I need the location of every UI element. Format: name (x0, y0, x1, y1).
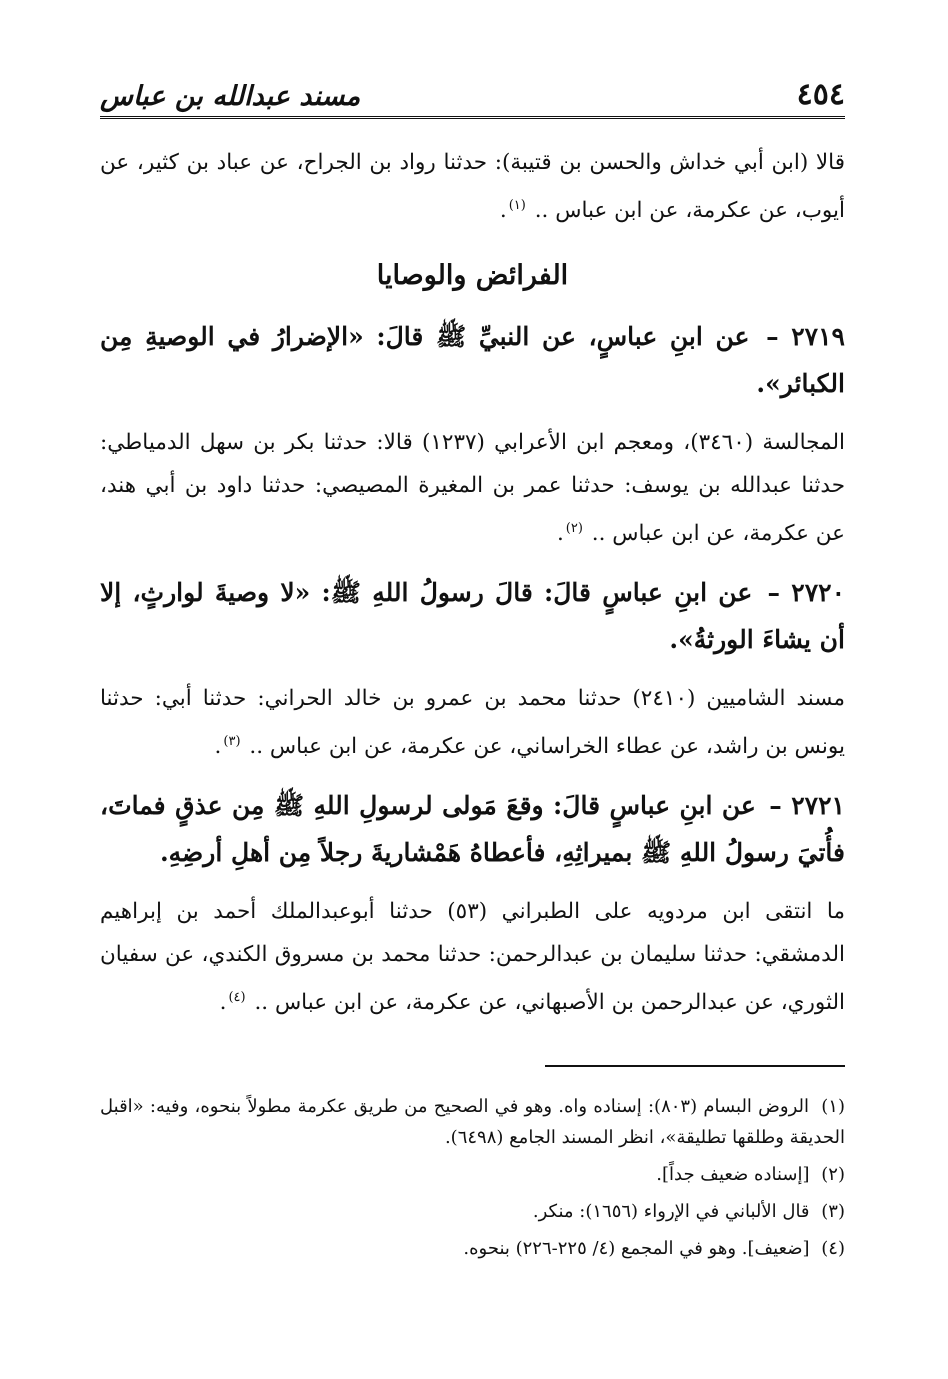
book-page (100, 70, 845, 1270)
hadith-body: عن ابنِ عباسٍ قالَ: قالَ رسولُ اللهِ ﷺ: «لا وصيةَ لوارثٍ، إلا أن يشاءَ الورثةُ». (100, 578, 845, 655)
footnote-text: قال الألباني في الإرواء (١٦٥٦): منكر. (532, 1200, 810, 1222)
book-title: مسند عبدالله بن عباس (100, 81, 361, 112)
source-text: المجالسة (٣٤٦٠)، ومعجم ابن الأعرابي (١٢٣٧) قالا: حدثنا بكر بن سهل الدمياطي: حدثنا عبدالله بن يوسف: حدثنا عمر بن المغيرة المصيصي: حدثنا داود بن أبي هند، عن عكرمة، عن ابن عباس .. (100, 430, 845, 547)
intro-text: قالا (ابن أبي خداش والحسن بن قتيبة): حدثنا رواد بن الجراح، عن عباد بن كثير، عن أيوب، عن عكرمة، عن ابن عباس .. (100, 150, 845, 224)
source-text: ما انتقى ابن مردويه على الطبراني (٥٣) حدثنا أبوعبدالملك أحمد بن إبراهيم الدمشقي: حدثنا سليمان بن عبدالرحمن: حدثنا محمد بن مسروق الكندي، عن سفيان الثوري، عن عبدالرحمن بن الأصبهاني، عن عكرمة، عن ابن عباس .. (100, 899, 845, 1016)
hadith-text (100, 782, 845, 876)
intro-paragraph: قالا (ابن أبي خداش والحسن بن قتيبة): حدثنا رواد بن الجراح، عن عباد بن كثير، عن أيوب، عن عكرمة، عن ابن عباس .. $^{(١)}$. (100, 150, 845, 224)
footnote-mark: (٢) (821, 1163, 845, 1185)
footnote-item (100, 1196, 845, 1227)
footnote-mark: (٤) (821, 1237, 845, 1259)
footnote-ref: (٢) (565, 521, 583, 537)
hadith-text (100, 569, 845, 663)
hadith-number: ٢٧١٩ – (766, 322, 845, 352)
footnote-item (100, 1091, 845, 1153)
hadith-source: مسند الشاميين (٢٤١٠) حدثنا محمد بن عمرو بن خالد الحراني: حدثنا أبي: حدثنا يونس بن راشد، عن عطاء الخراساني، عن عكرمة، عن ابن عباس .. $^{(٣)}$. (100, 686, 845, 760)
hadith-text (100, 313, 845, 407)
hadith-source: ما انتقى ابن مردويه على الطبراني (٥٣) حدثنا أبوعبدالملك أحمد بن إبراهيم الدمشقي: حدثنا سليمان بن عبدالرحمن: حدثنا محمد بن مسروق الكندي، عن سفيان الثوري، عن عبدالرحمن بن الأصبهاني، عن عكرمة، عن ابن عباس .. $^{(٤)}$. (100, 899, 845, 1016)
footnote-ref: (١) (508, 198, 526, 213)
footnote-text: [إسناده ضعيف جداً]. (656, 1163, 810, 1185)
footnote-divider (545, 1065, 845, 1067)
source-text: مسند الشاميين (٢٤١٠) حدثنا محمد بن عمرو بن خالد الحراني: حدثنا أبي: حدثنا يونس بن راشد، عن عطاء الخراساني، عن عكرمة، عن ابن عباس .. (100, 686, 845, 760)
hadith-source: المجالسة (٣٤٦٠)، ومعجم ابن الأعرابي (١٢٣٧) قالا: حدثنا بكر بن سهل الدمياطي: حدثنا عبدالله بن يوسف: حدثنا عمر بن المغيرة المصيصي: حدثنا داود بن أبي هند، عن عكرمة، عن ابن عباس .. $^{(٢)}$. (100, 430, 845, 547)
footnote-item (100, 1159, 845, 1190)
page-number: ٤٥٤ (796, 77, 845, 112)
footnote-ref: (٣) (223, 734, 241, 750)
footnote-item (100, 1233, 845, 1264)
footnote-mark: (١) (821, 1095, 845, 1117)
footnote-text: الروض البسام (٨٠٣): إسناده واه. وهو في الصحيح من طريق عكرمة مطولاً بنحوه، وفيه: «اقبل الحديقة وطلقها تطليقة»، انظر المسند الجامع (٦٤٩٨). (100, 1095, 845, 1148)
hadith-body: عن ابنِ عباسٍ قالَ: وقعَ مَولى لرسولِ اللهِ ﷺ مِن عذقٍ فماتَ، فأُتيَ رسولُ اللهِ ﷺ بميراثِهِ، فأعطاهُ هَمْشاريةَ رجلاً مِن أهلِ أرضِهِ. (100, 791, 845, 868)
section-title: الفرائض والوصايا (376, 260, 569, 292)
hadith-number: ٢٧٢٠ – (767, 578, 845, 608)
footnote-mark: (٣) (821, 1200, 845, 1222)
hadith-body: عن ابنِ عباسٍ، عن النبيِّ ﷺ قالَ: «الإضرارُ في الوصيةِ مِن الكبائر». (100, 322, 845, 399)
footnotes (100, 1091, 845, 1264)
footnote-ref: (٤) (228, 990, 246, 1006)
hadith-number: ٢٧٢١ – (769, 791, 845, 821)
running-header (100, 70, 845, 119)
footnote-text: [ضعيف]. وهو في المجمع (٤/ ٢٢٥-٢٢٦) بنحوه. (463, 1237, 810, 1259)
